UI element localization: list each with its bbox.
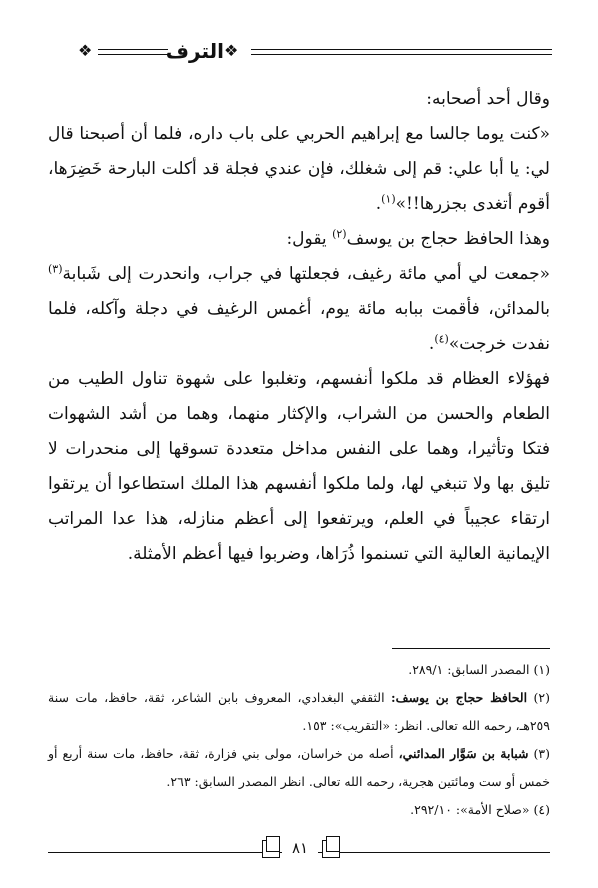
footnote-ref: (٣)	[48, 262, 63, 276]
footnotes	[48, 656, 550, 824]
footnote: (١) المصدر السابق: ٢٨٩/١.	[408, 662, 550, 677]
footnote-separator	[392, 648, 550, 649]
footnote-ref: (١)	[381, 192, 396, 206]
footnote: (٤) «صلاح الأمة»: ٢٩٢/١٠.	[410, 802, 550, 817]
page-ornament-icon	[322, 840, 340, 858]
page-number: ٨١	[282, 836, 318, 860]
paragraph-quote: «جمعت لي أمي مائة رغيف، فجعلتها في جراب، وانحدرت إلى شَبابة$^{(٣)}$ بالمدائن، فأقمت ببابه مائة يوم، أغمس الرغيف في دجلة وآكله، فلما نفدت خرجت»$^{(٤)}$.	[48, 262, 550, 354]
main-text	[48, 82, 550, 572]
header-rule-right	[251, 49, 552, 55]
header-title: الترف	[165, 39, 224, 63]
header-rule-left	[98, 49, 168, 55]
header-ornament-icon: ❖	[224, 41, 239, 60]
footnote-ref: (٤)	[434, 332, 449, 346]
paragraph: وقال أحد أصحابه:	[426, 89, 550, 109]
running-header	[46, 36, 552, 66]
footnote: (٣) شبابة بن سَوَّار المدائني، أصله من خراسان، مولى بني فزارة، ثقة، حافظ، مات سنة أربع أو خمس أو ست ومائتين هجرية، رحمه الله تعالى. انظر المصدر السابق: ٢٦٣.	[48, 746, 550, 789]
paragraph: وهذا الحافظ حجاج بن يوسف$^{(٢)}$ يقول:	[286, 227, 550, 249]
footnote: (٢) الحافظ حجاج بن يوسف: الثقفي البغدادي، المعروف بابن الشاعر، ثقة، حافظ، مات سنة ٢٥٩هـ، رحمه الله تعالى. انظر: «التقريب»: ١٥٣.	[48, 690, 551, 733]
header-ornament-icon: ❖	[78, 41, 93, 60]
footnote-ref: (٢)	[332, 227, 347, 241]
paragraph-quote: «كنت يوما جالسا مع إبراهيم الحربي على باب داره، فلما أن أصبحنا قال لي: يا أبا علي: قم إلى شغلك، فإن عندي فجلة قد أكلت البارحة خَضِرَها، أقوم أتغدى بجزرها!!»$^{(١)}$.	[48, 124, 550, 214]
paragraph: فهؤلاء العظام قد ملكوا أنفسهم، وتغلبوا على شهوة تناول الطيب من الطعام والحسن من الشراب، والإكثار منهما، وهما من أشد الشهوات فتكا وتأثيرا، وهما على النفس مداخل متعددة تسوقها إلى منحدرات لا تليق بها ولا تنبغي لها، ولما ملكوا أنفسهم هذا الملك استطاعوا أن يرتقوا ارتقاء عجيباً في العلم، ويرتفعوا إلى أعظم منازله، هذا عدا المراتب الإيمانية العالية التي تسنموا ذُرَاها، وضربوا فيها أعظم الأمثلة.	[48, 369, 550, 564]
page-ornament-icon	[262, 840, 280, 858]
